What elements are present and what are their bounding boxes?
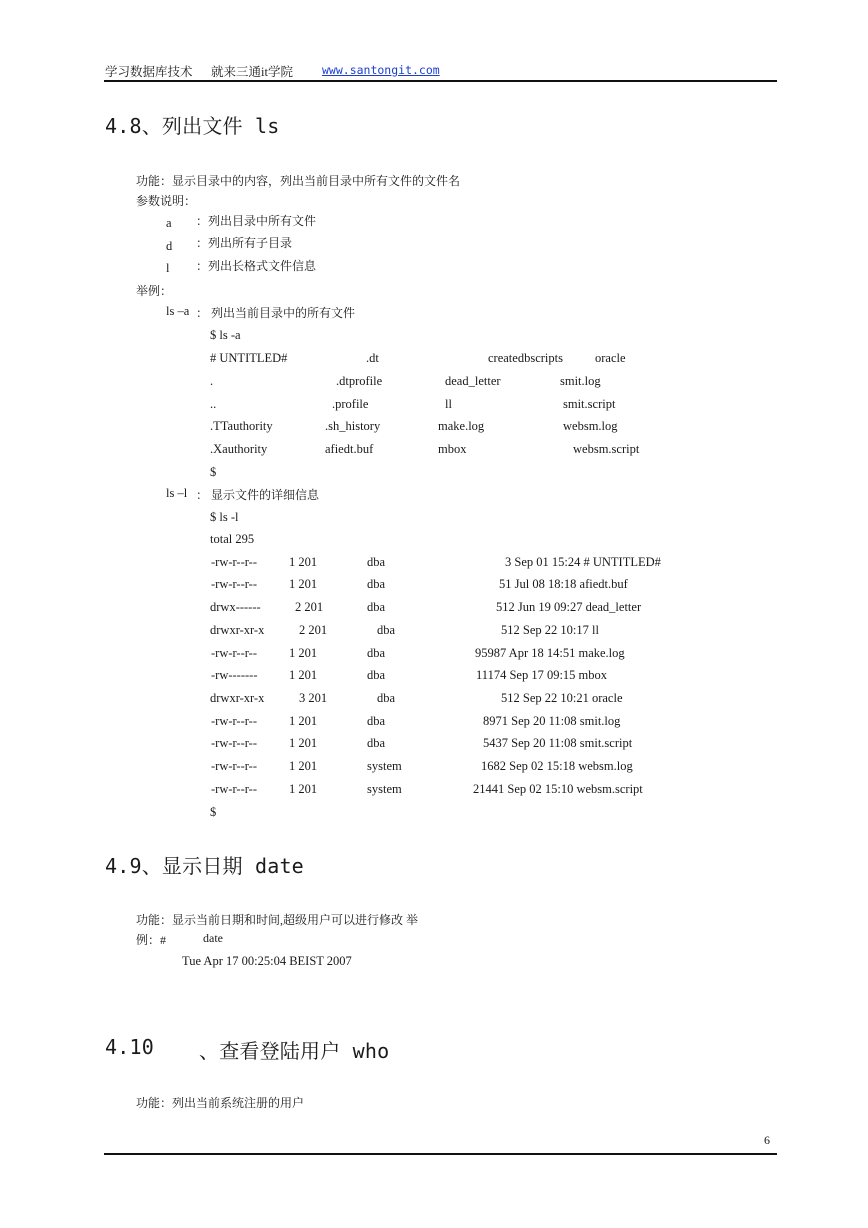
params-label: 参数说明： <box>136 194 197 208</box>
ls-l-group: dba <box>377 691 396 705</box>
param-desc: ：列出所有子目录 <box>196 236 293 250</box>
ls-l-perm: drwxr-xr-x <box>210 623 265 637</box>
ls-a-prompt: $ ls -a <box>210 328 241 342</box>
ls-l-perm: drwx------ <box>210 600 261 614</box>
ls-a-cell: .dt <box>366 351 379 365</box>
ls-a-cell: smit.script <box>563 397 616 411</box>
ls-a-cell: smit.log <box>560 374 601 388</box>
param-flag: d <box>166 239 173 253</box>
section-4-9-title: 4.9、显示日期 date <box>105 854 304 878</box>
ls-l-info: 95987 Apr 18 14:51 make.log <box>475 646 625 660</box>
ls-l-links: 3 201 <box>299 691 328 705</box>
ls-l-links: 2 201 <box>299 623 328 637</box>
ls-l-info: 1682 Sep 02 15:18 websm.log <box>481 759 633 773</box>
date-command: date <box>203 931 223 945</box>
param-desc: ：列出目录中所有文件 <box>196 214 317 228</box>
header-text-2: 就来三通it学院 <box>211 65 293 79</box>
ls-l-info: 8971 Sep 20 11:08 smit.log <box>483 714 621 728</box>
header-link[interactable]: www.santongit.com <box>322 63 440 77</box>
ls-a-cell: dead_letter <box>445 374 501 388</box>
ls-a-desc: ： 列出当前目录中的所有文件 <box>196 306 356 320</box>
ls-a-cell: make.log <box>438 419 485 433</box>
section-4-9-function: 功能：显示当前日期和时间,超级用户可以进行修改 举 <box>136 913 419 927</box>
section-4-10-number: 4.10 <box>105 1035 154 1059</box>
ls-l-perm: -rw-r--r-- <box>211 782 257 796</box>
ls-a-cell: .sh_history <box>325 419 381 433</box>
ls-a-cell: websm.log <box>563 419 618 433</box>
ls-l-links: 2 201 <box>295 600 324 614</box>
ls-l-perm: -rw-r--r-- <box>211 646 257 660</box>
header-rule <box>104 80 777 82</box>
ls-a-cell: mbox <box>438 442 467 456</box>
footer-rule <box>104 1153 777 1155</box>
ls-l-perm: drwxr-xr-x <box>210 691 265 705</box>
ls-l-perm: -rw-r--r-- <box>211 714 257 728</box>
ls-l-links: 1 201 <box>289 714 318 728</box>
ls-l-info: 21441 Sep 02 15:10 websm.script <box>473 782 643 796</box>
ls-l-perm: -rw-r--r-- <box>211 555 257 569</box>
param-flag: l <box>166 261 170 275</box>
ls-l-perm: -rw-r--r-- <box>211 759 257 773</box>
ls-a-command: ls –a <box>166 304 190 318</box>
ls-a-cell: ll <box>445 397 452 411</box>
ls-l-end: $ <box>210 805 217 819</box>
section-4-10-function: 功能：列出当前系统注册的用户 <box>136 1096 305 1110</box>
ls-l-group: dba <box>367 714 386 728</box>
ls-l-group: system <box>367 782 402 796</box>
page-number: 6 <box>764 1133 770 1147</box>
ls-l-prompt: $ ls -l <box>210 510 239 524</box>
section-4-8-function: 功能：显示目录中的内容，列出当前目录中所有文件的文件名 <box>136 174 461 188</box>
ls-a-cell: afiedt.buf <box>325 442 374 456</box>
ls-a-cell: createdbscripts <box>488 351 563 365</box>
ls-l-info: 512 Sep 22 10:21 oracle <box>501 691 623 705</box>
ls-l-perm: -rw-r--r-- <box>211 577 257 591</box>
ls-l-links: 1 201 <box>289 646 318 660</box>
ls-a-cell: .dtprofile <box>336 374 383 388</box>
ls-l-links: 1 201 <box>289 668 318 682</box>
ls-l-command: ls –l <box>166 486 188 500</box>
ls-l-info: 51 Jul 08 18:18 afiedt.buf <box>499 577 628 591</box>
param-desc: ：列出长格式文件信息 <box>196 259 317 273</box>
ls-l-desc: ： 显示文件的详细信息 <box>196 488 320 502</box>
ls-a-cell: # UNTITLED# <box>210 351 288 365</box>
ls-l-links: 1 201 <box>289 759 318 773</box>
ls-a-cell: .profile <box>332 397 369 411</box>
ls-l-group: dba <box>367 577 386 591</box>
ls-l-perm: -rw------- <box>211 668 258 682</box>
ls-a-cell: websm.script <box>573 442 640 456</box>
ls-a-cell: . <box>210 374 214 388</box>
ls-l-group: system <box>367 759 402 773</box>
ls-l-group: dba <box>367 668 386 682</box>
ls-l-group: dba <box>367 555 386 569</box>
ls-a-end: $ <box>210 465 217 479</box>
ls-l-links: 1 201 <box>289 736 318 750</box>
param-flag: a <box>166 216 172 230</box>
ls-a-cell: .TTauthority <box>210 419 273 433</box>
ls-a-cell: .Xauthority <box>210 442 268 456</box>
ls-l-group: dba <box>367 736 386 750</box>
ls-l-info: 512 Sep 22 10:17 ll <box>501 623 599 637</box>
ls-a-cell: oracle <box>595 351 626 365</box>
section-4-10-title: 、查看登陆用户 who <box>199 1039 390 1063</box>
ls-l-links: 1 201 <box>289 782 318 796</box>
ls-l-group: dba <box>367 600 386 614</box>
section-4-8-title: 4.8、列出文件 ls <box>105 114 280 138</box>
header-text-1: 学习数据库技术 <box>105 65 193 79</box>
ls-l-perm: -rw-r--r-- <box>211 736 257 750</box>
ls-l-group: dba <box>377 623 396 637</box>
ls-l-group: dba <box>367 646 386 660</box>
section-4-9-example: 例：# <box>136 933 167 947</box>
ls-l-info: 11174 Sep 17 09:15 mbox <box>476 668 608 682</box>
ls-l-info: 3 Sep 01 15:24 # UNTITLED# <box>505 555 661 569</box>
ls-a-cell: .. <box>210 397 217 411</box>
ls-l-info: 512 Jun 19 09:27 dead_letter <box>496 600 642 614</box>
ls-l-links: 1 201 <box>289 555 318 569</box>
ls-l-total: total 295 <box>210 532 255 546</box>
ls-l-info: 5437 Sep 20 11:08 smit.script <box>483 736 633 750</box>
date-output: Tue Apr 17 00:25:04 BEIST 2007 <box>182 954 352 968</box>
ls-l-links: 1 201 <box>289 577 318 591</box>
example-label: 举例： <box>136 284 173 298</box>
